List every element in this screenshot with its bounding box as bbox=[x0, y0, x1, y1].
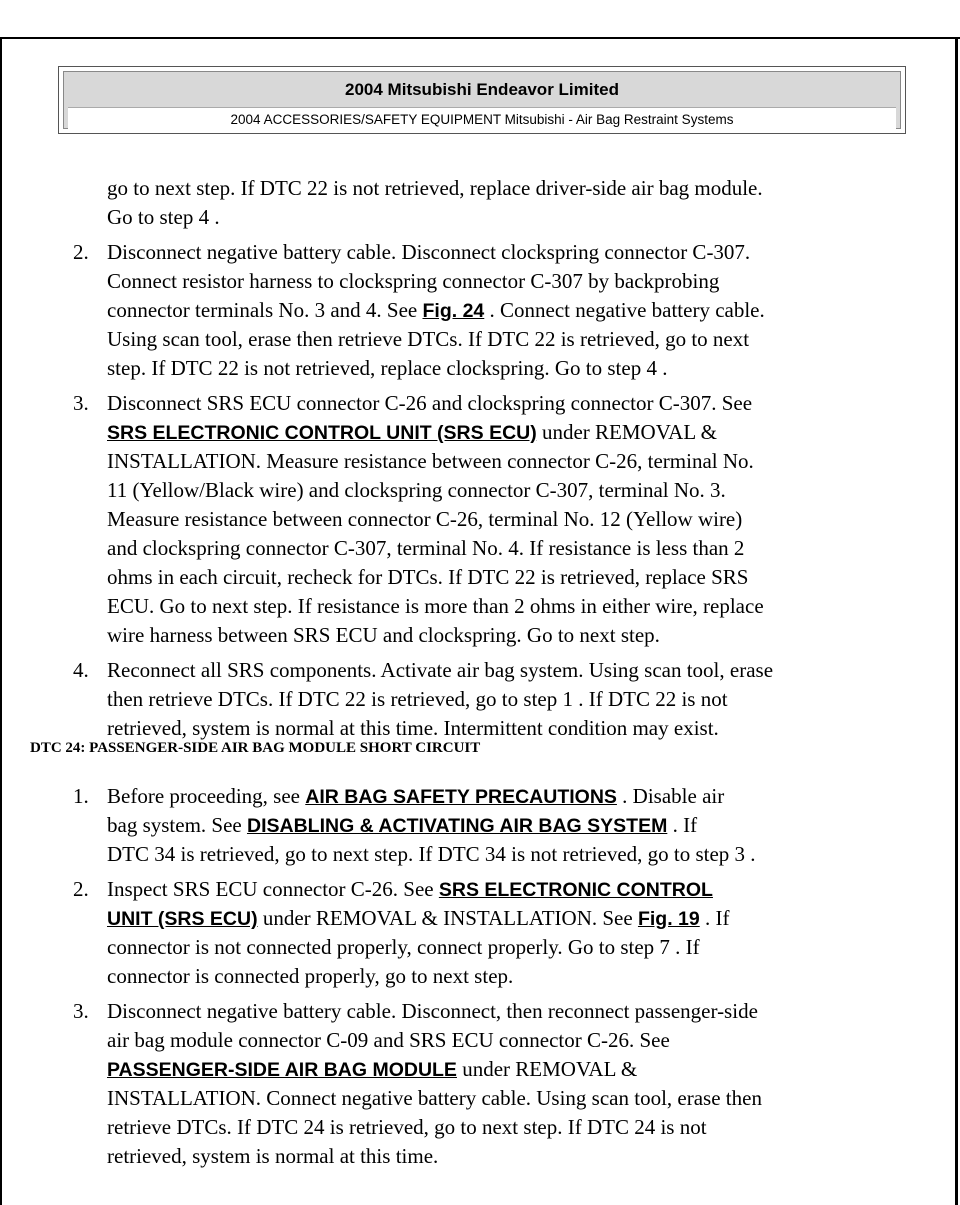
step-text-line bbox=[107, 418, 717, 448]
step-text-line: wire harness between SRS ECU and clockspring. Go to next step. bbox=[107, 623, 660, 647]
fig-19-link[interactable]: Fig. 19 bbox=[637, 908, 700, 930]
step-text-line: Disconnect negative battery cable. Disconnect clockspring connector C-307. bbox=[107, 240, 751, 264]
step-text-line bbox=[107, 811, 697, 841]
header-title: 2004 Mitsubishi Endeavor Limited bbox=[345, 80, 619, 99]
document-header bbox=[58, 66, 906, 134]
continuation-line: go to next step. If DTC 22 is not retrieved, replace driver-side air bag module. bbox=[107, 176, 763, 200]
page-frame-right bbox=[955, 37, 958, 1205]
header-subtitle: 2004 ACCESSORIES/SAFETY EQUIPMENT Mitsubishi - Air Bag Restraint Systems bbox=[68, 107, 896, 131]
step-text: under REMOVAL & bbox=[456, 1057, 638, 1081]
step-text-line: INSTALLATION. Measure resistance between connector C-26, terminal No. bbox=[107, 449, 754, 473]
step-text-line: air bag module connector C-09 and SRS ECU connector C-26. See bbox=[107, 1028, 670, 1052]
header-inner-box bbox=[63, 71, 901, 129]
step-text-line: and clockspring connector C-307, terminal No. 4. If resistance is less than 2 bbox=[107, 536, 745, 560]
section-heading: DTC 24: PASSENGER-SIDE AIR BAG MODULE SHORT CIRCUIT bbox=[30, 740, 481, 756]
step-number: 1. bbox=[73, 784, 89, 808]
step-number: 2. bbox=[73, 877, 89, 901]
step-text-line: connector is connected properly, go to next step. bbox=[107, 964, 514, 988]
step-text-line: Disconnect SRS ECU connector C-26 and clockspring connector C-307. See bbox=[107, 391, 753, 415]
step-number: 3. bbox=[73, 999, 89, 1023]
step-text: Before proceeding, see bbox=[107, 784, 306, 808]
step-text: connector terminals No. 3 and 4. See bbox=[107, 298, 423, 322]
step-text-line: 11 (Yellow/Black wire) and clockspring connector C-307, terminal No. 3. bbox=[107, 478, 726, 502]
step-number: 4. bbox=[73, 658, 89, 682]
step-text: . Connect negative battery cable. bbox=[484, 298, 765, 322]
step-text-line: retrieved, system is normal at this time. bbox=[107, 1144, 439, 1168]
step-number: 2. bbox=[73, 240, 89, 264]
step-text-line bbox=[107, 904, 729, 934]
step-text-line bbox=[107, 296, 765, 326]
passenger-side-air-bag-link[interactable]: PASSENGER-SIDE AIR BAG MODULE bbox=[107, 1059, 457, 1081]
continuation-line: Go to step 4 . bbox=[107, 205, 220, 229]
step-text: . Disable air bbox=[616, 784, 725, 808]
step-text-line: ECU. Go to next step. If resistance is more than 2 ohms in either wire, replace bbox=[107, 594, 764, 618]
step-text: under REMOVAL & bbox=[536, 420, 717, 444]
page-frame-top bbox=[0, 37, 960, 39]
step-text-line: Measure resistance between connector C-26, terminal No. 12 (Yellow wire) bbox=[107, 507, 743, 531]
step-text-line: retrieved, system is normal at this time. Intermittent condition may exist. bbox=[107, 716, 719, 740]
step-number: 3. bbox=[73, 391, 89, 415]
step-text-line: connector is not connected properly, connect properly. Go to step 7 . If bbox=[107, 935, 700, 959]
srs-ecu-link-cont[interactable]: UNIT (SRS ECU) bbox=[107, 908, 258, 930]
fig-24-link[interactable]: Fig. 24 bbox=[422, 300, 485, 322]
step-text: . If bbox=[667, 813, 698, 837]
step-text-line: Reconnect all SRS components. Activate air bag system. Using scan tool, erase bbox=[107, 658, 774, 682]
disabling-activating-link[interactable]: DISABLING & ACTIVATING AIR BAG SYSTEM bbox=[246, 815, 668, 837]
srs-ecu-link[interactable]: SRS ELECTRONIC CONTROL UNIT (SRS ECU) bbox=[107, 422, 537, 444]
step-text-line: Disconnect negative battery cable. Disconnect, then reconnect passenger-side bbox=[107, 999, 758, 1023]
step-text-line bbox=[107, 782, 724, 812]
step-text: Inspect SRS ECU connector C-26. See bbox=[107, 877, 439, 901]
page-frame-left bbox=[0, 37, 2, 1205]
step-text: bag system. See bbox=[107, 813, 247, 837]
srs-ecu-link[interactable]: SRS ELECTRONIC CONTROL bbox=[438, 879, 713, 901]
step-text-line bbox=[107, 1055, 637, 1085]
air-bag-safety-precautions-link[interactable]: AIR BAG SAFETY PRECAUTIONS bbox=[305, 786, 617, 808]
step-text-line: step. If DTC 22 is not retrieved, replace clockspring. Go to step 4 . bbox=[107, 356, 668, 380]
step-text-line: ohms in each circuit, recheck for DTCs. If DTC 22 is retrieved, replace SRS bbox=[107, 565, 749, 589]
step-text-line: then retrieve DTCs. If DTC 22 is retrieved, go to step 1 . If DTC 22 is not bbox=[107, 687, 728, 711]
step-text-line: INSTALLATION. Connect negative battery cable. Using scan tool, erase then bbox=[107, 1086, 762, 1110]
step-text: under REMOVAL & INSTALLATION. See bbox=[257, 906, 638, 930]
step-text-line: Connect resistor harness to clockspring connector C-307 by backprobing bbox=[107, 269, 720, 293]
step-text-line: Using scan tool, erase then retrieve DTCs. If DTC 22 is retrieved, go to next bbox=[107, 327, 750, 351]
step-text-line: retrieve DTCs. If DTC 24 is retrieved, go to next step. If DTC 24 is not bbox=[107, 1115, 707, 1139]
step-text-line bbox=[107, 875, 713, 905]
step-text-line: DTC 34 is retrieved, go to next step. If DTC 34 is not retrieved, go to step 3 . bbox=[107, 842, 756, 866]
step-text: . If bbox=[699, 906, 730, 930]
